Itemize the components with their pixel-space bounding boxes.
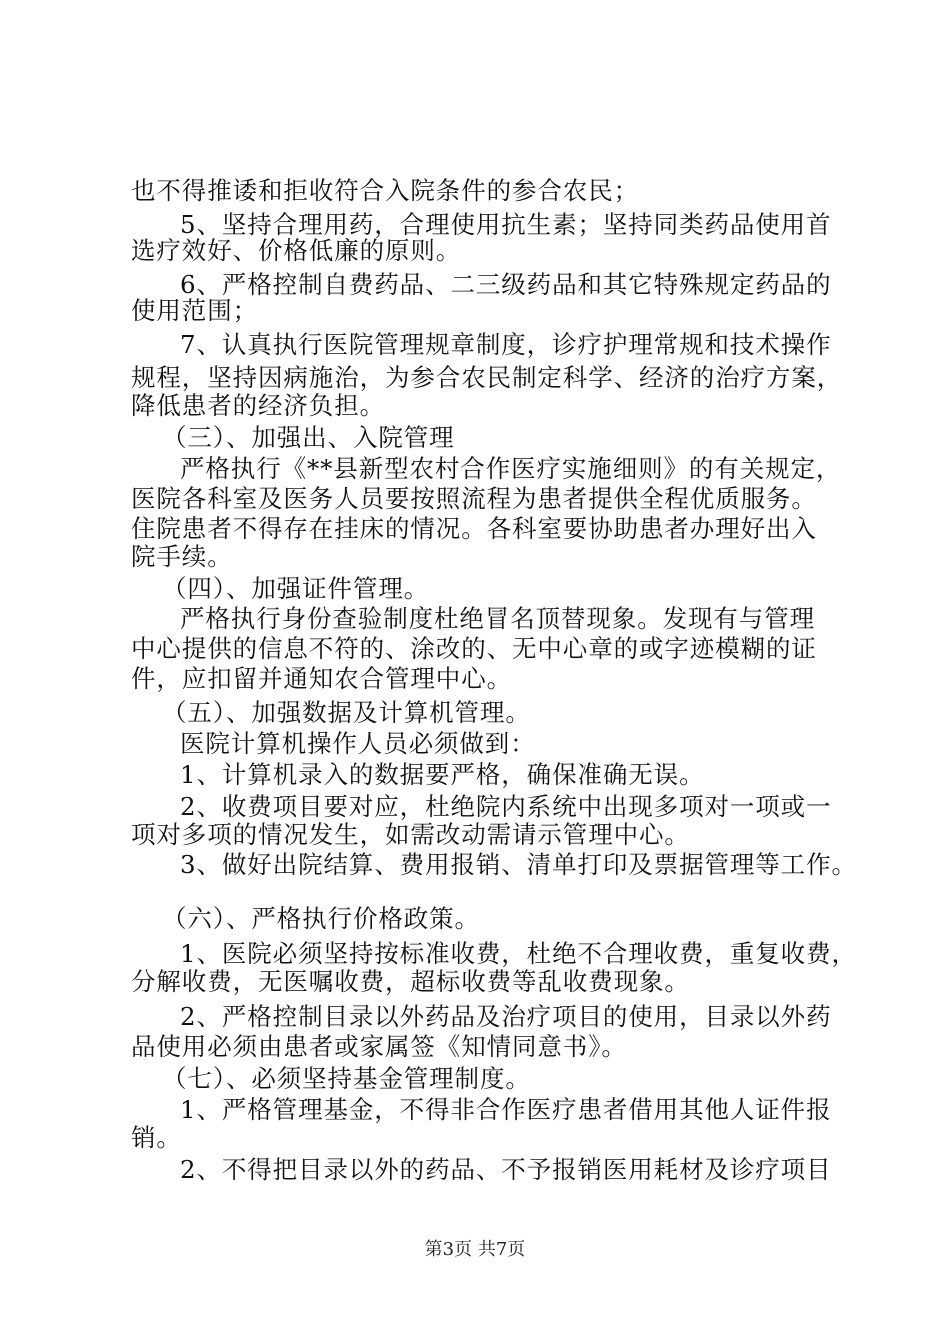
text-line: 件，应扣留并通知农合管理中心。 bbox=[131, 664, 512, 693]
text-line: 规程，坚持因病施治，为参合农民制定科学、经济的治疗方案， bbox=[131, 363, 843, 392]
section-heading: （三）、加强出、入院管理 bbox=[162, 423, 455, 452]
text-line: 销。 bbox=[131, 1123, 182, 1152]
text-line: 分解收费，无医嘱收费，超标收费等乱收费现象。 bbox=[131, 967, 690, 996]
section-heading: （四）、加强证件管理。 bbox=[162, 574, 430, 603]
text-line: 5、坚持合理用药，合理使用抗生素；坚持同类药品使用首 bbox=[180, 210, 832, 239]
text-line: 严格执行《**县新型农村合作医疗实施细则》的有关规定， bbox=[180, 454, 842, 483]
text-line: 医院计算机操作人员必须做到： bbox=[180, 729, 536, 758]
text-line: 2、不得把目录以外的药品、不予报销医用耗材及诊疗项目 bbox=[180, 1155, 832, 1184]
section-heading: （六）、严格执行价格政策。 bbox=[162, 904, 480, 933]
text-line: 也不得推诿和拒收符合入院条件的参合农民； bbox=[131, 176, 639, 205]
section-heading: （五）、加强数据及计算机管理。 bbox=[162, 698, 531, 727]
text-line: 中心提供的信息不符的、涂改的、无中心章的或字迹模糊的证 bbox=[131, 634, 817, 663]
text-line: 7、认真执行医院管理规章制度，诊疗护理常规和技术操作 bbox=[180, 330, 832, 359]
text-line: 项对多项的情况发生，如需改动需请示管理中心。 bbox=[131, 820, 690, 849]
text-line: 选疗效好、价格低廉的原则。 bbox=[131, 236, 462, 265]
text-line: 品使用必须由患者或家属签《知情同意书》。 bbox=[131, 1032, 627, 1061]
page-footer: 第3页 共7页 bbox=[424, 1239, 526, 1260]
text-line: 使用范围； bbox=[131, 296, 258, 325]
text-line: 1、计算机录入的数据要严格，确保准确无误。 bbox=[180, 760, 705, 789]
text-line: 1、严格管理基金，不得非合作医疗患者借用其他人证件报 bbox=[180, 1095, 832, 1124]
text-line: 院手续。 bbox=[131, 542, 233, 571]
text-line: 2、严格控制目录以外药品及治疗项目的使用，目录以外药 bbox=[180, 1002, 832, 1031]
section-heading: （七）、必须坚持基金管理制度。 bbox=[162, 1064, 531, 1093]
text-line: 严格执行身份查验制度杜绝冒名顶替现象。发现有与管理 bbox=[180, 604, 815, 633]
text-line: 6、严格控制自费药品、二三级药品和其它特殊规定药品的 bbox=[180, 270, 832, 299]
text-line: 住院患者不得存在挂床的情况。各科室要协助患者办理好出入 bbox=[131, 514, 817, 543]
text-line: 医院各科室及医务人员要按照流程为患者提供全程优质服务。 bbox=[131, 484, 817, 513]
text-line: 降低患者的经济负担。 bbox=[131, 391, 385, 420]
text-line: 3、做好出院结算、费用报销、清单打印及票据管理等工作。 bbox=[180, 850, 857, 879]
text-line: 1、医院必须坚持按标准收费，杜绝不合理收费，重复收费， bbox=[180, 939, 857, 968]
text-line: 2、收费项目要对应，杜绝院内系统中出现多项对一项或一 bbox=[180, 792, 832, 821]
